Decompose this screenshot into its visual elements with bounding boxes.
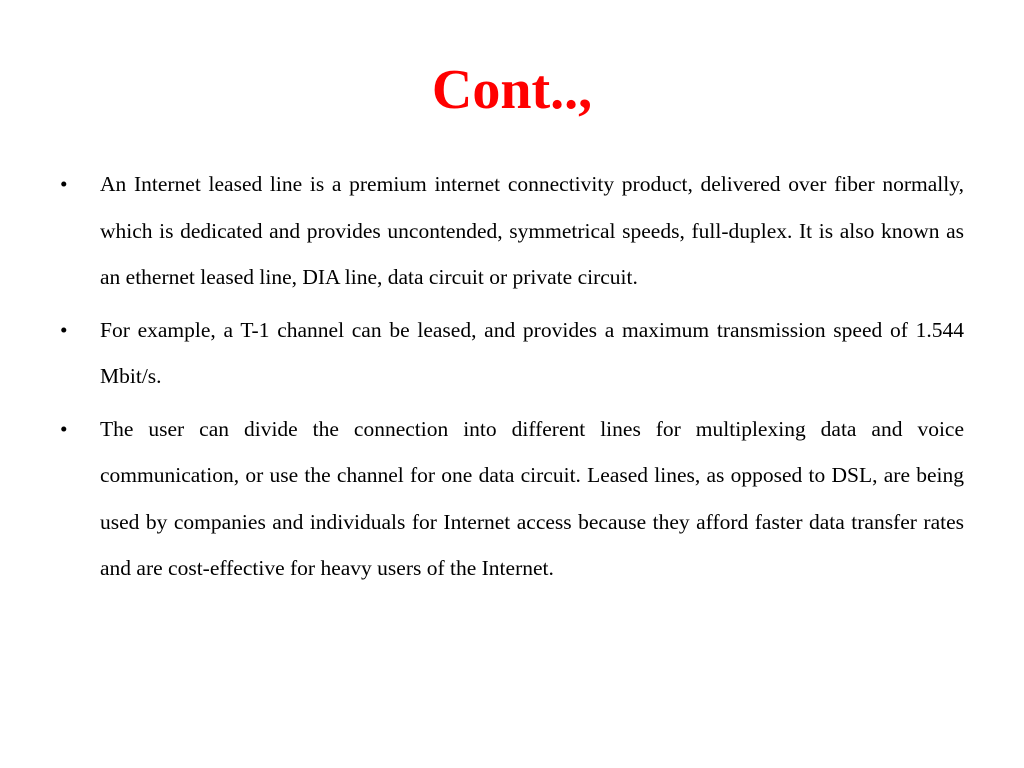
bullet-text: An Internet leased line is a premium internet connectivity product, delivered over fiber normally, which is dedicated and provides uncontended, symmetrical speeds, full-duplex. It is also known as an ethernet leased line, DIA line, data circuit or private circuit. (100, 172, 964, 289)
bullet-item (60, 161, 964, 301)
bullet-item (60, 406, 964, 592)
bullet-dot-icon: • (60, 416, 68, 441)
slide-title: Cont.., (431, 59, 593, 121)
bullet-text: For example, a T-1 channel can be leased, and provides a maximum transmission speed of 1.544 Mbit/s. (100, 317, 964, 388)
bullet-text: The user can divide the connection into different lines for multiplexing data and voice communication, or use the channel for one data circuit. Leased lines, as opposed to DSL, are being used by companies and individuals for Internet access because they afford faster data transfer rates and are cost-effective for heavy users of the Internet. (100, 416, 964, 580)
bullet-dot-icon: • (60, 172, 68, 196)
bullet-list (60, 161, 964, 598)
bullet-dot-icon: • (60, 317, 68, 342)
bullet-item (60, 307, 964, 400)
